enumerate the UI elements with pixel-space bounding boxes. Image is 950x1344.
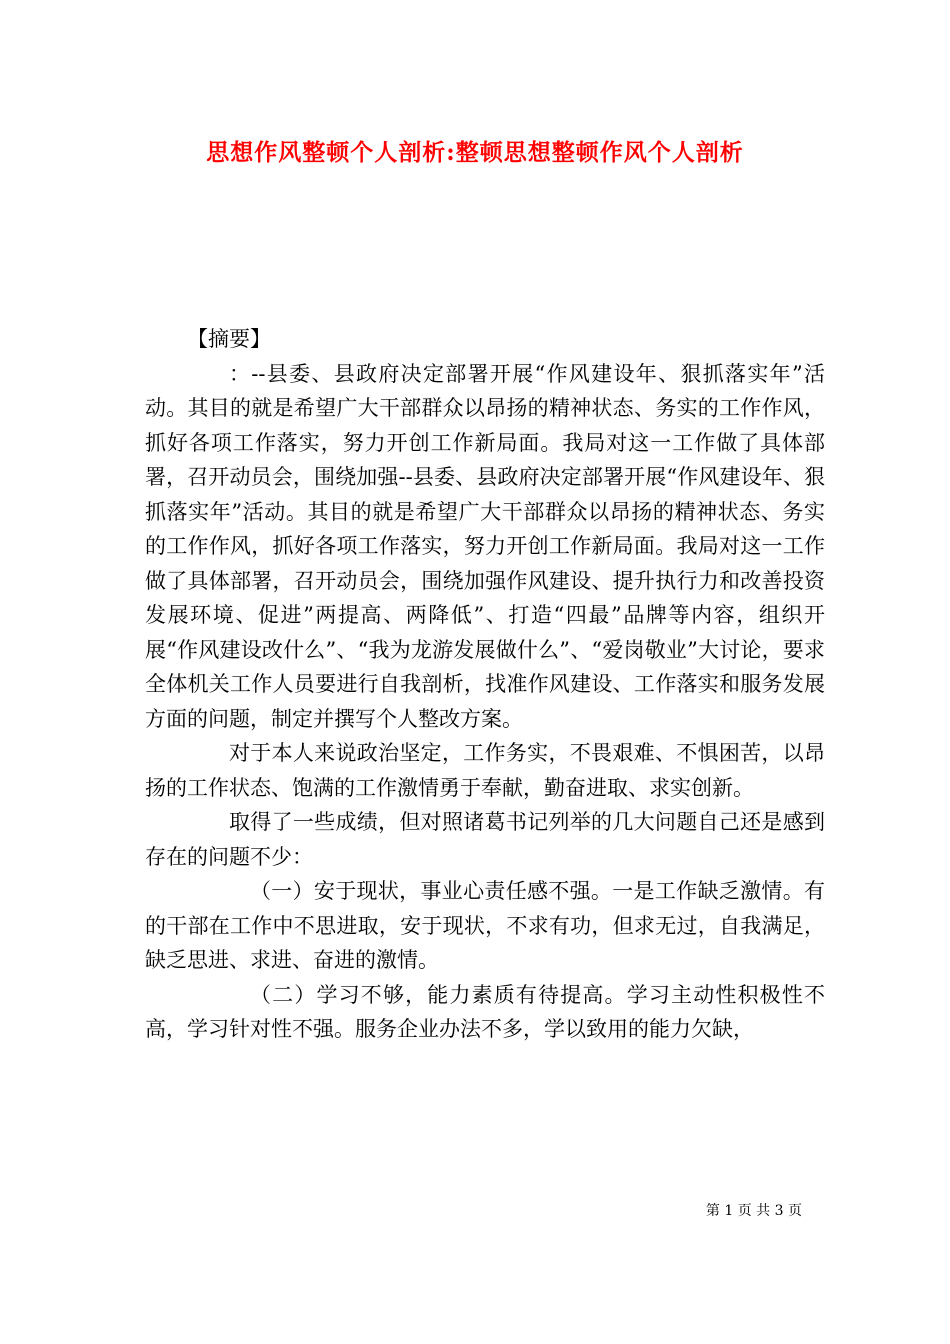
section-paragraph-2: （二）学习不够，能力素质有待提高。学习主动性积极性不高，学习针对性不强。服务企业办法不多，学以致用的能力欠缺， xyxy=(145,982,825,1041)
abstract-paragraph: ：--县委、县政府决定部署开展“作风建设年、狠抓落实年”活动。其目的就是希望广大干部群众以昂扬的精神状态、务实的工作作风，抓好各项工作落实，努力开创工作新局面。我局对这一工作做了具体部署，召开动员会，围绕加强--县委、县政府决定部署开展“作风建设年、狠抓落实年”活动。其目的就是希望广大干部群众以昂扬的精神状态、务实的工作作风，抓好各项工作落实，努力开创工作新局面。我局对这一工作做了具体部署，召开动员会，围绕加强作风建设、提升执行力和改善投资发展环境、促进”两提高、两降低”、打造“四最”品牌等内容，组织开展“作风建设改什么”、“我为龙游发展做什么”、“爱岗敬业”大讨论，要求全体机关工作人员要进行自我剖析，找准作风建设、工作落实和服务发展方面的问题，制定并撰写个人整改方案。 xyxy=(145,361,825,731)
abstract-label: 【摘要】 xyxy=(187,327,271,351)
document-body xyxy=(145,322,825,1047)
page-number: 第 1 页 共 3 页 xyxy=(705,1203,802,1219)
body-paragraph: 取得了一些成绩，但对照诸葛书记列举的几大问题自己还是感到存在的问题不少： xyxy=(145,810,825,869)
page-title: 思想作风整顿个人剖析:整顿思想整顿作风个人剖析 xyxy=(206,139,744,166)
body-paragraph: 对于本人来说政治坚定，工作务实，不畏艰难、不惧困苦，以昂扬的工作状态、饱满的工作激情勇于奉献，勤奋进取、求实创新。 xyxy=(145,741,825,800)
section-paragraph-1: （一）安于现状，事业心责任感不强。一是工作缺乏激情。有的干部在工作中不思进取，安于现状，不求有功，但求无过，自我满足，缺乏思进、求进、奋进的激情。 xyxy=(145,879,825,972)
